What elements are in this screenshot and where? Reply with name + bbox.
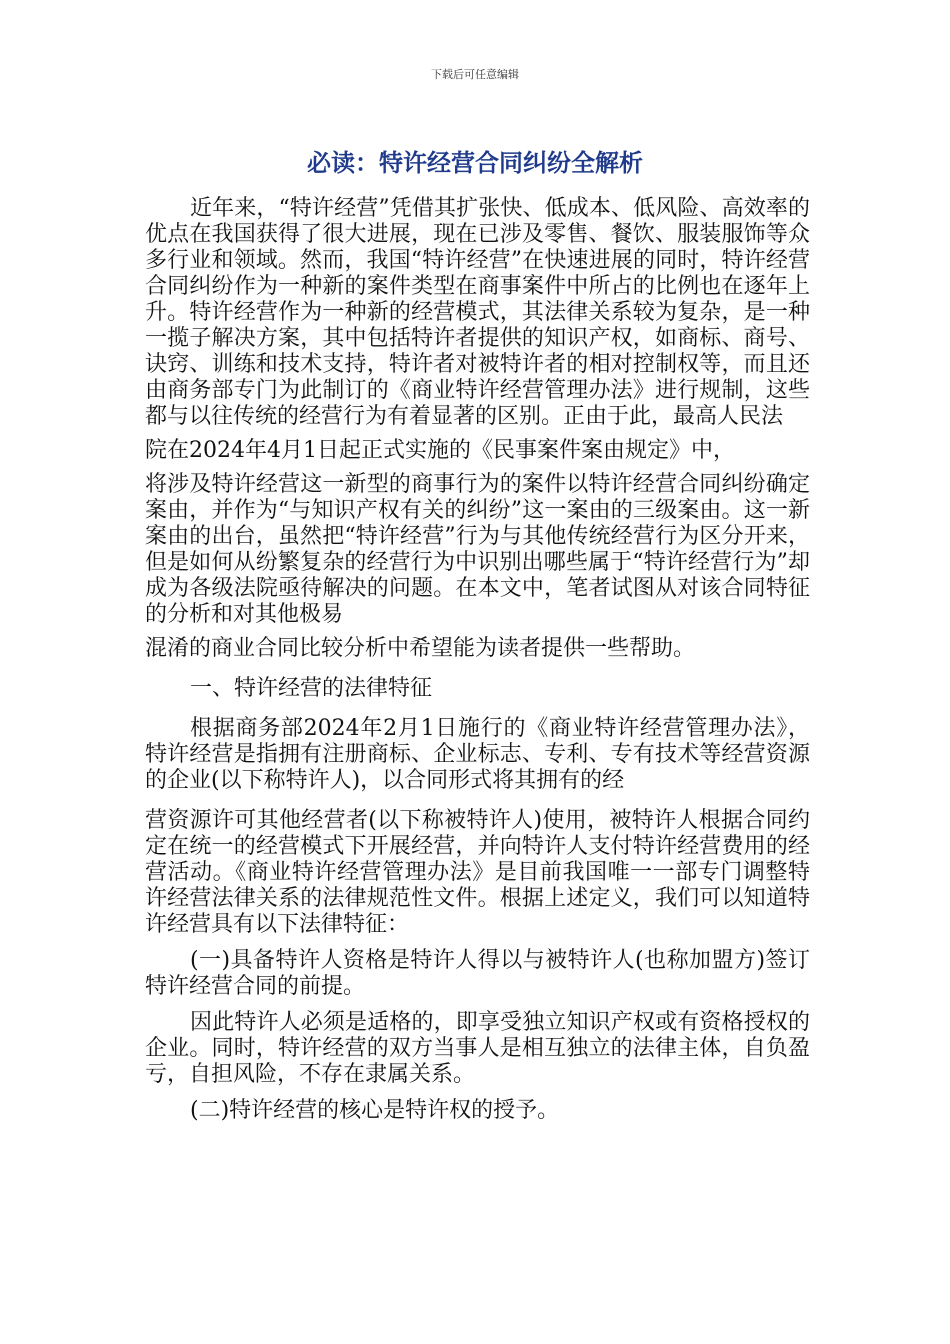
- header-note: 下载后可任意编辑: [431, 68, 519, 81]
- paragraph-feature-two: (二)特许经营的核心是特许权的授予。: [190, 1098, 560, 1123]
- paragraph-feature-one-detail: 因此特许人必须是适格的，即享受独立知识产权或有资格授权的企业。同时，特许经营的双方当事人是相互独立的法律主体，自负盈亏，自担风险，不存在隶属关系。: [145, 1010, 810, 1087]
- document-title: 必读：特许经营合同纠纷全解析: [307, 149, 643, 177]
- paragraph-intro-cont: 院在2024年4月1日起正式实施的《民事案件案由规定》中，: [145, 438, 735, 463]
- paragraph-definition-cont: 营资源许可其他经营者(以下称被特许人)使用，被特许人根据合同约定在统一的经营模式下开展经营，并向特许人支付特许经营费用的经营活动。《商业特许经营管理办法》是目前我国唯一一部专门调整特许经营法律关系的法律规范性文件。根据上述定义，我们可以知道特许经营具有以下法律特征：: [145, 808, 810, 937]
- paragraph-definition: 根据商务部2024年2月1日施行的《商业特许经营管理办法》，特许经营是指拥有注册商标、企业标志、专利、专有技术等经营资源的企业(以下称特许人)，以合同形式将其拥有的经: [145, 716, 810, 793]
- paragraph-case-cause: 将涉及特许经营这一新型的商事行为的案件以特许经营合同纠纷确定案由，并作为“与知识产权有关的纠纷”这一案由的三级案由。这一新案由的出台，虽然把“特许经营”行为与其他传统经营行为区分开来，但是如何从纷繁复杂的经营行为中识别出哪些属于“特许经营行为”却成为各级法院亟待解决的问题。在本文中，笔者试图从对该合同特征的分析和对其他极易: [145, 472, 810, 627]
- document-body: [145, 196, 810, 1124]
- paragraph-feature-one: (一)具备特许人资格是特许人得以与被特许人(也称加盟方)签订特许经营合同的前提。: [145, 948, 810, 999]
- paragraph-case-cause-cont: 混淆的商业合同比较分析中希望能为读者提供一些帮助。: [145, 636, 696, 661]
- paragraph-intro: 近年来，“特许经营”凭借其扩张快、低成本、低风险、高效率的优点在我国获得了很大进展，现在已涉及零售、餐饮、服装服饰等众多行业和领域。然而，我国“特许经营”在快速进展的同时，特许经营合同纠纷作为一种新的案件类型在商事案件中所占的比例也在逐年上升。特许经营作为一种新的经营模式，其法律关系较为复杂，是一种一揽子解决方案，其中包括特许者提供的知识产权，如商标、商号、诀窍、训练和技术支持，特许者对被特许者的相对控制权等，而且还由商务部专门为此制订的《商业特许经营管理办法》进行规制，这些都与以往传统的经营行为有着显著的区别。正由于此，最高人民法: [145, 196, 810, 429]
- section-heading-legal-features: 一、特许经营的法律特征: [190, 676, 433, 701]
